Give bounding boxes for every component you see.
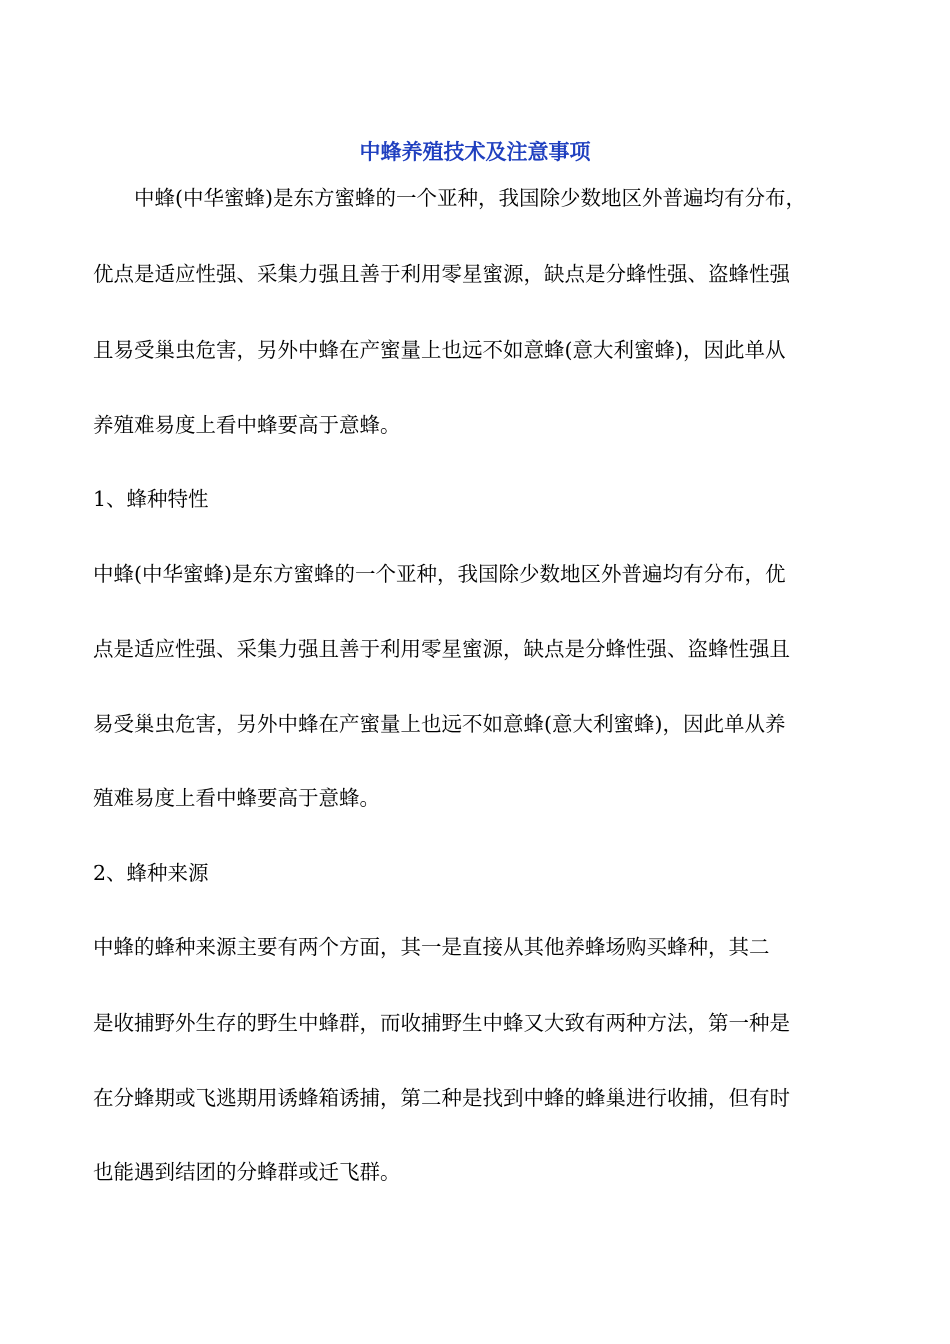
intro-line-2: 优点是适应性强、采集力强且善于利用零星蜜源，缺点是分蜂性强、盗蜂性强 (93, 262, 790, 286)
section2-line-3: 在分蜂期或飞逃期用诱蜂箱诱捕，第二种是找到中蜂的蜂巢进行收捕，但有时 (93, 1086, 790, 1110)
section2-line-4: 也能遇到结团的分蜂群或迁飞群。 (93, 1160, 401, 1184)
section-heading-2: 2、蜂种来源 (93, 861, 209, 885)
section1-line-2: 点是适应性强、采集力强且善于利用零星蜜源，缺点是分蜂性强、盗蜂性强且 (93, 637, 790, 661)
section2-line-2: 是收捕野外生存的野生中蜂群，而收捕野生中蜂又大致有两种方法，第一种是 (93, 1011, 790, 1035)
document-title: 中蜂养殖技术及注意事项 (359, 139, 591, 164)
intro-line-3: 且易受巢虫危害，另外中蜂在产蜜量上也远不如意蜂(意大利蜜蜂)，因此单从 (93, 338, 786, 362)
section-heading-1: 1、蜂种特性 (93, 487, 209, 511)
intro-line-1: 中蜂(中华蜜蜂)是东方蜜蜂的一个亚种，我国除少数地区外普遍均有分布， (93, 186, 806, 210)
section2-line-1: 中蜂的蜂种来源主要有两个方面，其一是直接从其他养蜂场购买蜂种，其二 (93, 935, 770, 959)
section1-line-1: 中蜂(中华蜜蜂)是东方蜜蜂的一个亚种，我国除少数地区外普遍均有分布，优 (93, 562, 786, 586)
section1-line-4: 殖难易度上看中蜂要高于意蜂。 (93, 786, 380, 810)
section1-line-3: 易受巢虫危害，另外中蜂在产蜜量上也远不如意蜂(意大利蜜蜂)，因此单从养 (93, 712, 786, 736)
intro-line-4: 养殖难易度上看中蜂要高于意蜂。 (93, 413, 401, 437)
